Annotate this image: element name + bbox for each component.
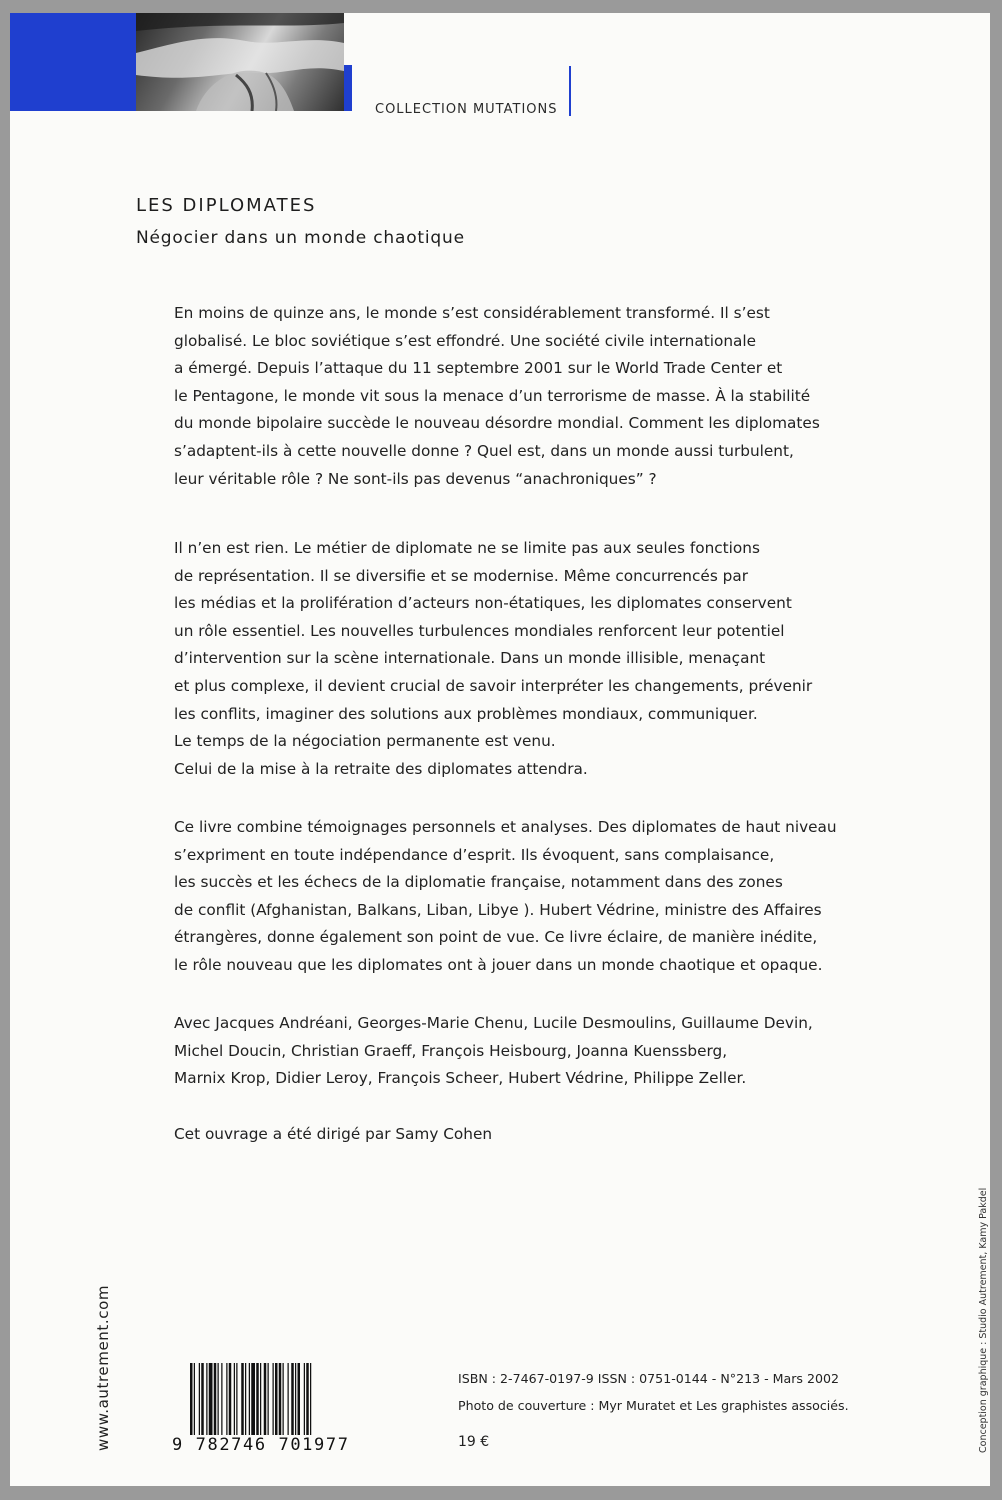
barcode-bar bbox=[273, 1363, 274, 1435]
text-line: Ce livre combine témoignages personnels et analyses. Des diplomates de haut niveau bbox=[174, 818, 837, 836]
text-line: Marnix Krop, Didier Leroy, François Scheer, Hubert Védrine, Philippe Zeller. bbox=[174, 1069, 747, 1088]
text-line: leur véritable rôle ? Ne sont-ils pas devenus “anachroniques” ? bbox=[174, 469, 657, 488]
hands-photo bbox=[136, 13, 344, 111]
barcode-bar bbox=[229, 1363, 232, 1435]
barcode-number: 9 782746 701977 bbox=[172, 1435, 350, 1455]
barcode-bars bbox=[168, 1363, 363, 1435]
text-line: les succès et les échecs de la diplomatie française, notamment dans des zones bbox=[174, 873, 783, 892]
text-line: un rôle essentiel. Les nouvelles turbulences mondiales renforcent leur potentiel bbox=[174, 621, 785, 640]
isbn-line: ISBN : 2-7467-0197-9 ISSN : 0751-0144 - N°213 - Mars 2002 bbox=[458, 1371, 840, 1386]
text-line: le rôle nouveau que les diplomates ont à jouer dans un monde chaotique et opaque. bbox=[174, 955, 823, 974]
book-title: LES DIPLOMATES bbox=[136, 195, 317, 216]
barcode-bar bbox=[249, 1363, 250, 1435]
barcode-bar bbox=[283, 1363, 284, 1435]
barcode-bar bbox=[260, 1363, 261, 1435]
text-line: et plus complexe, il devient crucial de savoir interpréter les changements, prévenir bbox=[174, 676, 813, 695]
text-line: de conflit (Afghanistan, Balkans, Liban, Libye ). Hubert Védrine, ministre des Affaires bbox=[174, 900, 822, 919]
text-line: Il n’en est rien. Le métier de diplomate ne se limite pas aux seules fonctions bbox=[174, 539, 760, 557]
barcode-bar bbox=[256, 1363, 259, 1435]
barcode-bar bbox=[190, 1363, 193, 1435]
barcode-bar bbox=[306, 1363, 309, 1435]
paragraph-2 bbox=[174, 535, 812, 783]
barcode-bar bbox=[218, 1363, 219, 1435]
paragraph-3 bbox=[174, 814, 837, 980]
barcode-bar bbox=[236, 1363, 237, 1435]
barcode-bar bbox=[288, 1363, 289, 1435]
text-line: En moins de quinze ans, le monde s’est considérablement transformé. Il s’est bbox=[174, 304, 770, 322]
text-line: Cet ouvrage a été dirigé par Samy Cohen bbox=[174, 1125, 493, 1143]
text-line: d’intervention sur la scène internationale. Dans un monde illisible, menaçant bbox=[174, 649, 766, 668]
barcode-bar bbox=[275, 1363, 278, 1435]
design-credit: Conception graphique : Studio Autrement, Kamy Pakdel bbox=[978, 1187, 989, 1453]
barcode-bar bbox=[234, 1363, 235, 1435]
text-line: globalisé. Le bloc soviétique s’est effondré. Une société civile internationale bbox=[174, 331, 757, 350]
book-subtitle: Négocier dans un monde chaotique bbox=[136, 228, 465, 248]
photo-credit: Photo de couverture : Myr Muratet et Les graphistes associés. bbox=[458, 1398, 849, 1413]
text-line: Le temps de la négociation permanente est venu. bbox=[174, 732, 556, 751]
barcode-bar bbox=[268, 1363, 269, 1435]
barcode-bar bbox=[206, 1363, 207, 1435]
barcode-bar bbox=[310, 1363, 311, 1435]
barcode-bar bbox=[221, 1363, 222, 1435]
barcode bbox=[168, 1363, 363, 1460]
book-back-cover bbox=[10, 13, 990, 1486]
barcode-bar bbox=[291, 1363, 294, 1435]
blue-edge-strip bbox=[344, 65, 352, 111]
vertical-divider bbox=[569, 66, 571, 116]
text-line: s’adaptent-ils à cette nouvelle donne ? Quel est, dans un monde aussi turbulent, bbox=[174, 441, 794, 460]
text-line: les conflits, imaginer des solutions aux problèmes mondiaux, communiquer. bbox=[174, 704, 758, 723]
barcode-bar bbox=[279, 1363, 282, 1435]
editor-credit bbox=[174, 1121, 492, 1149]
barcode-bar bbox=[251, 1363, 255, 1435]
text-line: de représentation. Il se diversifie et se modernise. Même concurrencés par bbox=[174, 566, 749, 585]
barcode-bar bbox=[245, 1363, 246, 1435]
barcode-bar bbox=[304, 1363, 305, 1435]
collection-name: COLLECTION MUTATIONS bbox=[375, 102, 558, 117]
text-line: Michel Doucin, Christian Graeff, François Heisbourg, Joanna Kuenssberg, bbox=[174, 1041, 728, 1060]
price: 19 € bbox=[458, 1434, 490, 1450]
barcode-bar bbox=[226, 1363, 227, 1435]
barcode-bar bbox=[201, 1363, 204, 1435]
text-line: a émergé. Depuis l’attaque du 11 septembre 2001 sur le World Trade Center et bbox=[174, 359, 783, 378]
text-line: s’expriment en toute indépendance d’esprit. Ils évoquent, sans complaisance, bbox=[174, 845, 775, 864]
text-line: Avec Jacques Andréani, Georges-Marie Chenu, Lucile Desmoulins, Guillaume Devin, bbox=[174, 1014, 813, 1032]
text-line: du monde bipolaire succède le nouveau désordre mondial. Comment les diplomates bbox=[174, 414, 820, 433]
contributors-paragraph bbox=[174, 1010, 813, 1093]
barcode-bar bbox=[199, 1363, 200, 1435]
text-line: les médias et la prolifération d’acteurs non-étatiques, les diplomates conservent bbox=[174, 594, 792, 613]
barcode-bar bbox=[194, 1363, 195, 1435]
text-line: Celui de la mise à la retraite des diplomates attendra. bbox=[174, 759, 588, 778]
text-line: le Pentagone, le monde vit sous la menace d’un terrorisme de masse. À la stabilité bbox=[174, 386, 811, 405]
barcode-bar bbox=[241, 1363, 244, 1435]
barcode-bar bbox=[295, 1363, 296, 1435]
barcode-bar bbox=[214, 1363, 217, 1435]
blue-color-block bbox=[10, 13, 136, 111]
hands-illustration bbox=[136, 13, 344, 111]
text-line: étrangères, donne également son point de vue. Ce livre éclaire, de manière inédite, bbox=[174, 928, 818, 947]
barcode-bar bbox=[209, 1363, 213, 1435]
barcode-bar bbox=[264, 1363, 267, 1435]
publisher-website: www.autrement.com bbox=[94, 1284, 112, 1451]
paragraph-1 bbox=[174, 300, 820, 493]
barcode-bar bbox=[298, 1363, 301, 1435]
